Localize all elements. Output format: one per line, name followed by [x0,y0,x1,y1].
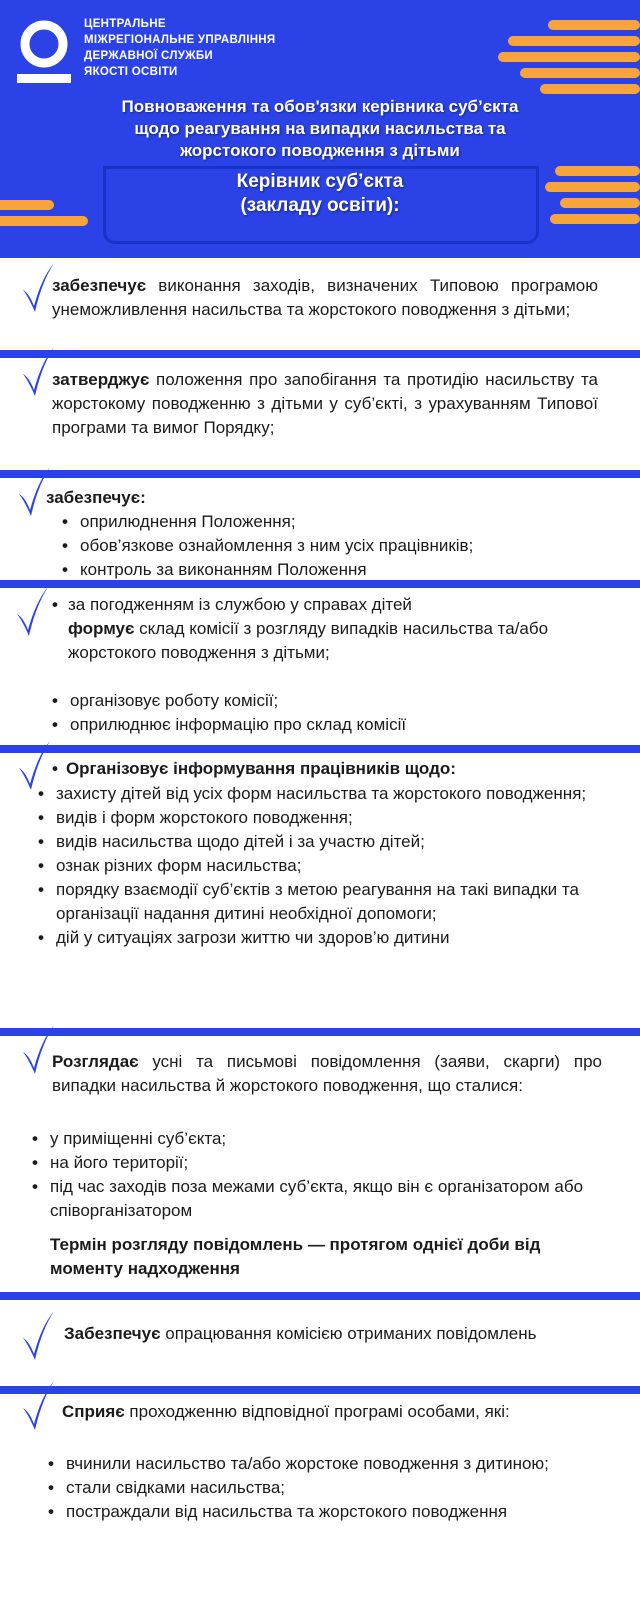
section-7-text: Забезпечує опрацювання комісією отриманих повідомлень [64,1324,537,1343]
organization-name: ЦЕНТРАЛЬНЕ МІЖРЕГІОНАЛЬНЕ УПРАВЛІННЯ ДЕРЖАВНОЇ СЛУЖБИ ЯКОСТІ ОСВІТИ [84,18,276,78]
page-title: Повноваження та обов'язки керівника суб’єкта щодо реагування на випадки насильства та жорстокого поводження з дітьми [121,97,519,160]
decor-stripe [548,20,640,30]
list-item: • контроль за виконанням Положення [62,558,622,582]
section-divider [0,350,640,358]
section-divider [0,1028,640,1036]
list-item: • організовує роботу комісії; [52,689,612,713]
list-item: • видів і форм жорстокого поводження; [38,806,608,830]
decor-stripe [498,52,640,62]
list-item: • оприлюднення Положення; [62,510,622,534]
list-item: • порядку взаємодії суб’єктів з метою реагування на такі випадки та організації надання дитині необхідної допомоги; [38,878,608,926]
list-item: • постраждали від насильства та жорстокого поводження [48,1500,618,1524]
section-3-heading: забезпечує: [46,488,146,507]
section-divider [0,1292,640,1300]
list-item: • вчинили насильство та/або жорстоке поводження з дитиною; [48,1452,618,1476]
header-banner [0,0,640,258]
decor-stripe [508,36,640,46]
list-item: • ознак різних форм насильства; [38,854,608,878]
list-item: • оприлюднює інформацію про склад комісії [52,713,612,737]
section-6-list [32,1127,612,1223]
decor-stripe [520,68,640,78]
decor-stripe [545,182,640,192]
section-3-list [62,510,622,582]
list-item: • дій у ситуаціях загрози життю чи здоров’ю дитини [38,926,608,950]
section-divider [0,1386,640,1394]
checkmark-icon [20,1380,56,1432]
checkmark-icon [20,1024,56,1076]
decor-stripe [540,84,640,94]
checkmark-icon [14,586,50,638]
page-subtitle: Керівник суб’єкта (закладу освіти): [236,171,404,216]
section-divider [0,580,640,588]
list-item: • стали свідками насильства; [48,1476,618,1500]
list-item: • у приміщенні суб’єкта; [32,1127,612,1151]
checkmark-icon [20,1310,56,1362]
checkmark-icon [20,346,56,398]
section-4-text: • за погодженням із службою у справах дітей формує склад комісії з розгляду випадків насильства та/або жорстокого поводження з дітьми; [52,595,549,662]
review-deadline-note: Термін розгляду повідомлень — протягом однієї доби від моменту надходження [50,1235,541,1278]
section-divider [0,470,640,478]
decor-stripe [0,216,88,226]
section-2-text: затверджує положення про запобігання та протидію насильству та жорстокому поводженню з дітьми у суб’єкті, з урахуванням Типової програми та вимог Порядку; [52,370,598,437]
list-item: • обов’язкове ознайомлення з ним усіх працівників; [62,534,622,558]
logo-icon [14,16,74,86]
section-1-text: забезпечує виконання заходів, визначених Типовою програмою унеможливлення насильства та жорстокого поводження з дітьми; [52,276,598,319]
section-8-list [48,1452,618,1524]
decor-stripe [0,200,54,210]
decor-stripe [560,198,640,208]
section-5-list [38,782,608,950]
section-6-text: Розглядає усні та письмові повідомлення (заяви, скарги) про випадки насильства й жорстокого поводження, що сталися: [52,1052,602,1095]
section-8-text: Сприяє проходженню відповідної програмі особами, які: [62,1402,510,1421]
list-item: • на його території; [32,1151,612,1175]
decor-stripe [555,166,640,176]
section-5-heading: • Організовує інформування працівників щодо: [52,759,456,778]
list-item: • захисту дітей від усіх форм насильства та жорстокого поводження; [38,782,608,806]
list-item: • під час заходів поза межами суб’єкта, якщо він є організатором або співорганізатором [32,1175,612,1223]
decor-stripe [550,214,640,224]
section-divider [0,745,640,753]
checkmark-icon [20,262,56,314]
list-item: • видів насильства щодо дітей і за участю дітей; [38,830,608,854]
section-4-list [52,689,612,737]
